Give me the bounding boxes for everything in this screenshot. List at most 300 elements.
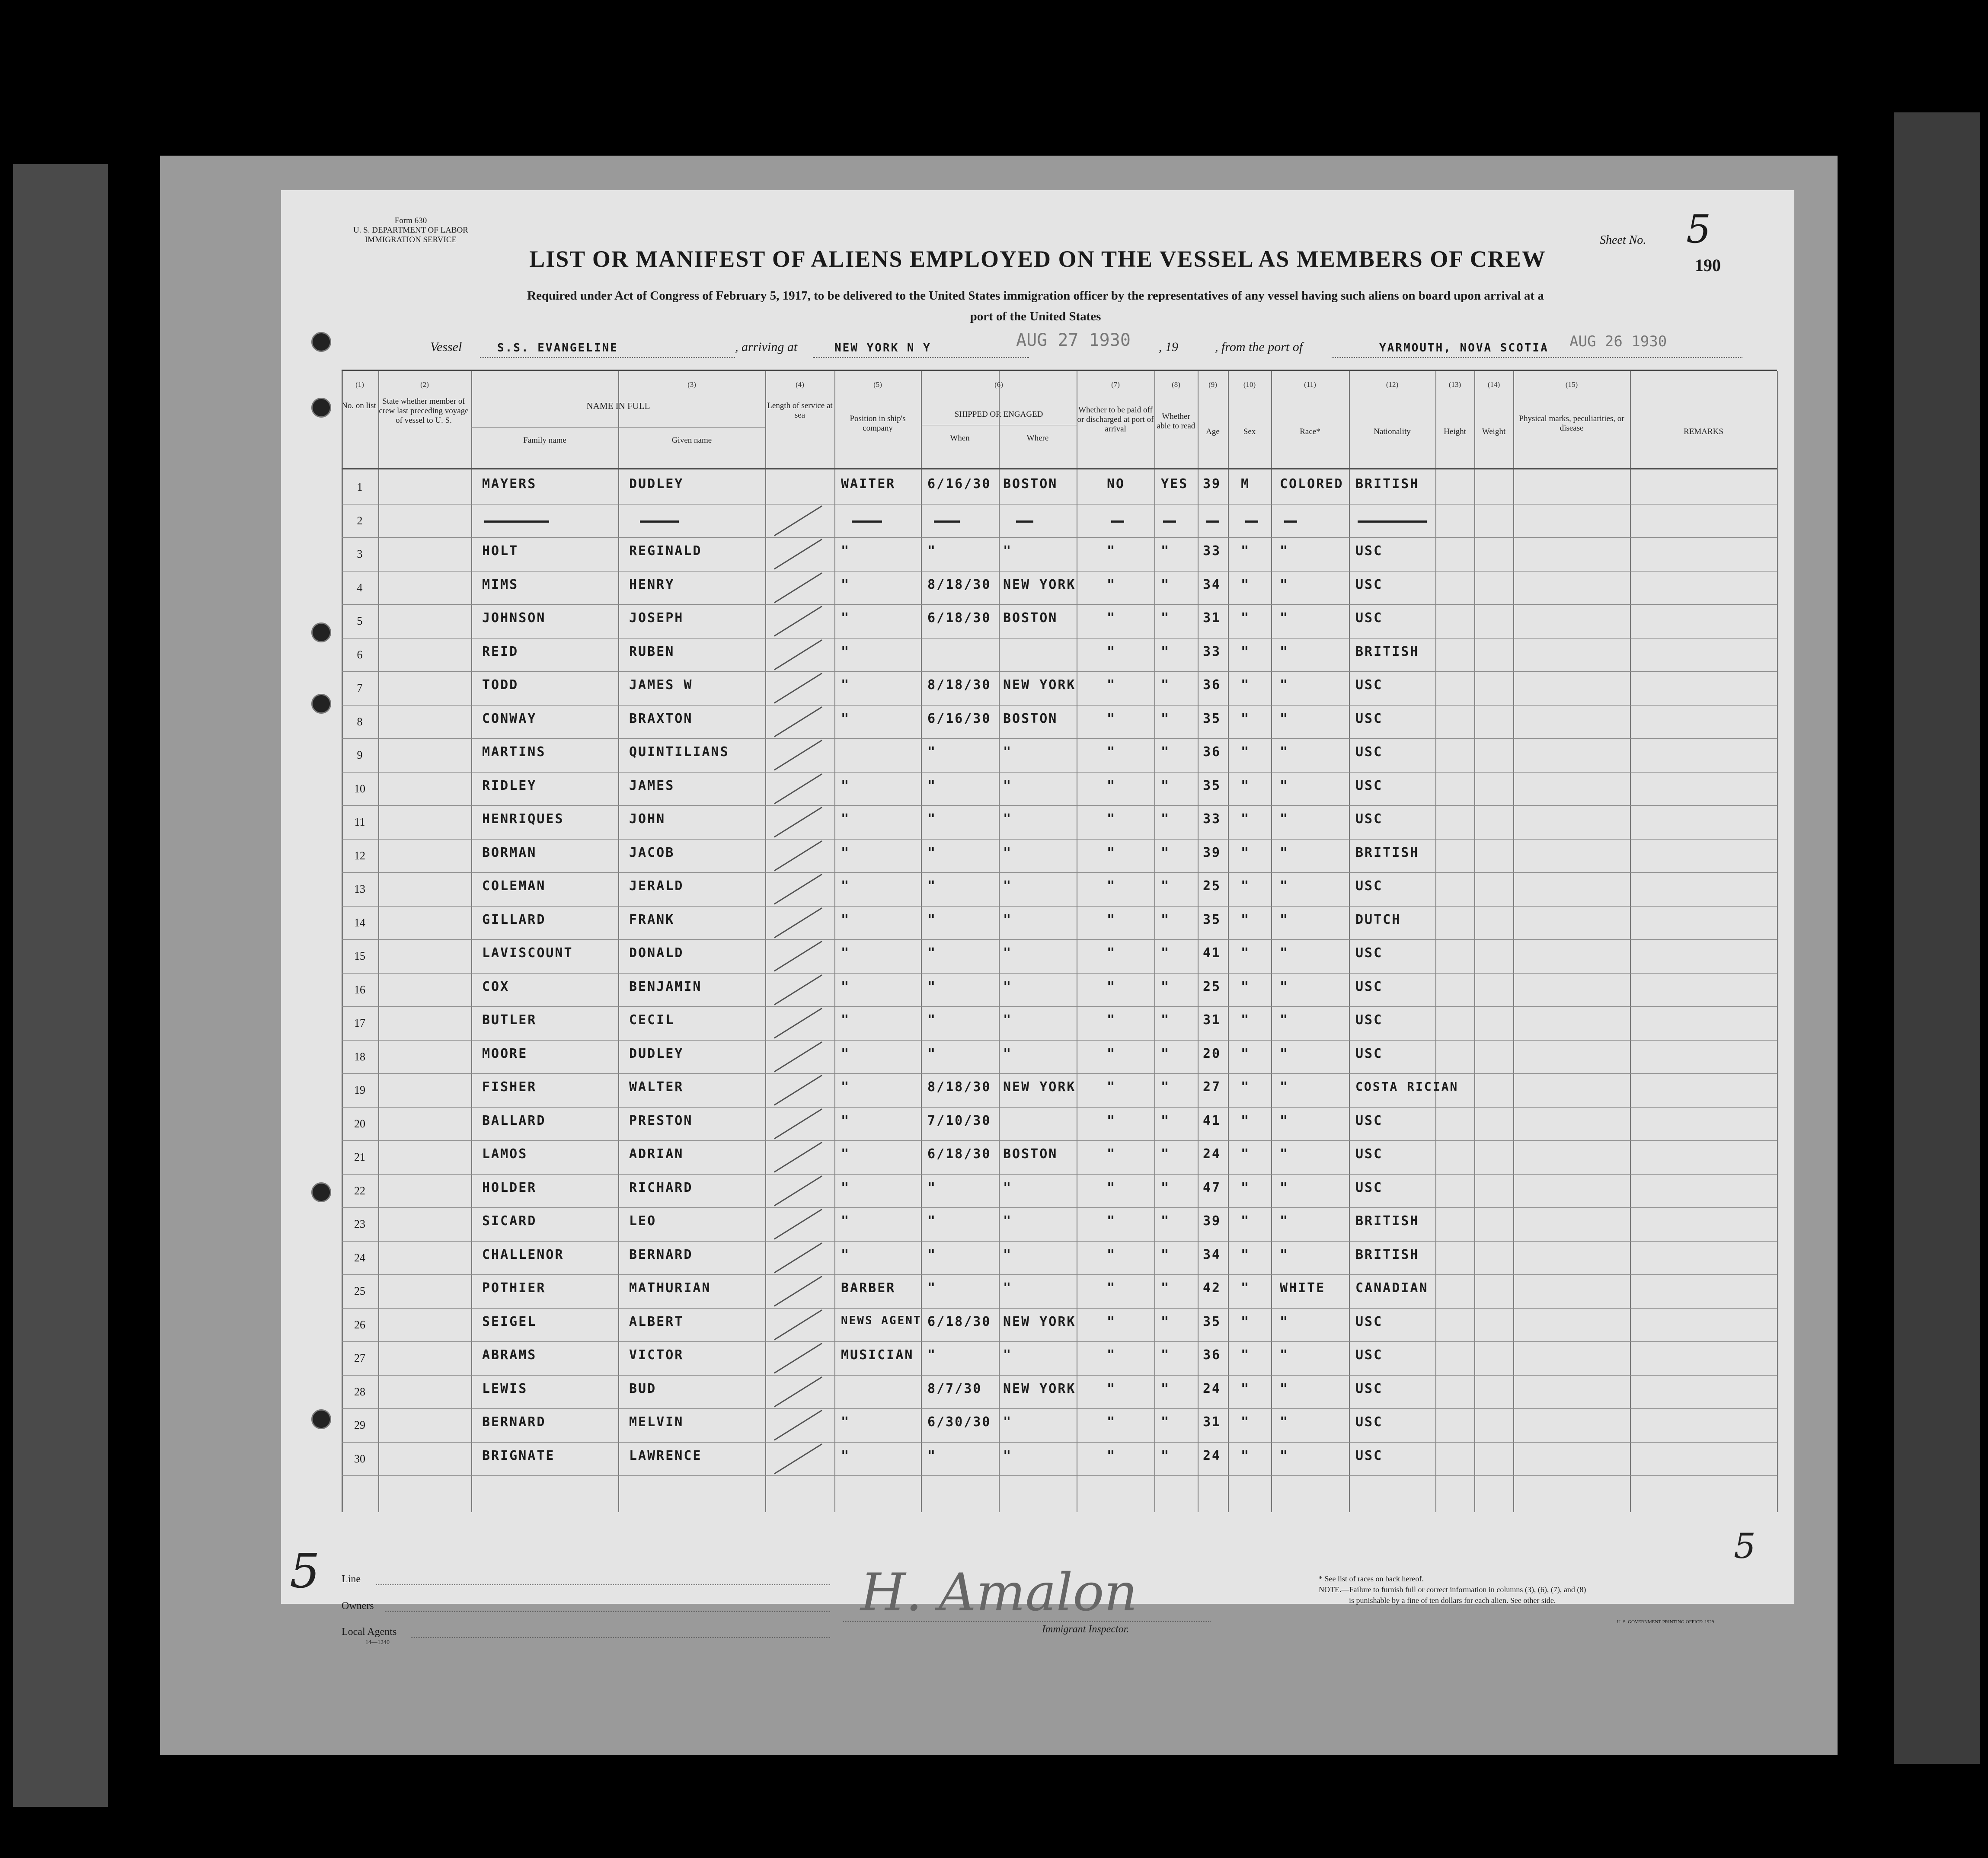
table-row-rule — [342, 973, 1777, 974]
service-tick-mark — [774, 974, 822, 1005]
cell-family: LEWIS — [482, 1381, 528, 1396]
table-row-rule — [342, 1341, 1777, 1342]
cell-sex: " — [1241, 945, 1250, 961]
cell-nationality: USC — [1355, 610, 1383, 626]
cell-when: " — [927, 543, 937, 559]
ditto-dash — [852, 520, 882, 523]
cell-nationality: BRITISH — [1355, 1213, 1419, 1229]
cell-race: COLORED — [1280, 476, 1344, 492]
cell-race: " — [1280, 543, 1289, 559]
cell-position: NEWS AGENT — [841, 1314, 922, 1327]
cell-paid: " — [1107, 677, 1116, 693]
cell-when: 8/18/30 — [927, 577, 991, 592]
cell-read: " — [1161, 1414, 1170, 1430]
cell-when: " — [927, 1213, 937, 1229]
cell-given: JAMES W — [629, 677, 693, 693]
cell-when: " — [927, 845, 937, 860]
table-row-rule — [342, 1207, 1777, 1208]
cell-sex: " — [1241, 577, 1250, 592]
subtitle-line-1: Required under Act of Congress of February 5, 1917, to be delivered to the United States immigration officer by the representatives of any vessel having such aliens on board upon arrival at a — [527, 289, 1544, 303]
service-tick-mark — [774, 807, 822, 837]
cell-where: NEW YORK — [1003, 1314, 1076, 1329]
table-row-rule — [342, 1375, 1777, 1376]
row-number: 7 — [357, 682, 363, 694]
cell-race: " — [1280, 1113, 1289, 1128]
service-tick-mark — [774, 874, 822, 904]
cell-when: 6/16/30 — [927, 476, 991, 492]
cell-sex: " — [1241, 1280, 1250, 1296]
service-tick-mark — [774, 773, 822, 804]
footer-line-label: Line — [342, 1574, 361, 1585]
cell-given: FRANK — [629, 912, 675, 927]
cell-when: 7/10/30 — [927, 1113, 991, 1128]
table-column-rule — [1435, 371, 1436, 1512]
row-number: 17 — [354, 1017, 365, 1029]
row-number: 26 — [354, 1318, 365, 1331]
cell-sex: " — [1241, 744, 1250, 760]
manifest-page — [281, 190, 1794, 1646]
cell-nationality: BRITISH — [1355, 644, 1419, 659]
row-number: 23 — [354, 1218, 365, 1230]
cell-given: RICHARD — [629, 1180, 693, 1195]
table-column-rule — [618, 371, 619, 1512]
cell-when: 6/18/30 — [927, 1314, 991, 1329]
cell-when: " — [927, 945, 937, 961]
cell-where: " — [1003, 1247, 1013, 1262]
cell-when: " — [927, 778, 937, 793]
vessel-label: Vessel — [430, 340, 462, 354]
service-tick-mark — [774, 1008, 822, 1038]
binder-hole-icon — [311, 1409, 331, 1429]
row-number: 9 — [357, 749, 363, 761]
cell-age: 47 — [1203, 1180, 1221, 1195]
row-number: 12 — [354, 849, 365, 862]
table-column-rule — [999, 371, 1000, 1512]
cell-when: " — [927, 878, 937, 894]
table-column-rule — [342, 371, 343, 1512]
row-number: 4 — [357, 581, 363, 594]
header-position: Position in ship's company — [850, 414, 906, 433]
cell-when: 6/30/30 — [927, 1414, 991, 1430]
table-row-rule — [342, 1475, 1777, 1476]
cell-race: WHITE — [1280, 1280, 1326, 1296]
cell-race: " — [1280, 744, 1289, 760]
header-service-length: Length of service at sea — [767, 401, 833, 420]
cell-sex: " — [1241, 1247, 1250, 1262]
header-nationality: Nationality — [1374, 427, 1411, 436]
cell-when: 8/7/30 — [927, 1381, 982, 1396]
cell-read: " — [1161, 878, 1170, 894]
cell-family: BRIGNATE — [482, 1448, 555, 1463]
cell-sex: " — [1241, 543, 1250, 559]
service-tick-mark — [774, 1443, 822, 1474]
cell-paid: " — [1107, 644, 1116, 659]
cell-paid: " — [1107, 1213, 1116, 1229]
cell-position: " — [841, 1012, 850, 1028]
arrival-port: NEW YORK N Y — [834, 342, 931, 354]
table-row-rule — [342, 772, 1777, 773]
cell-nationality: USC — [1355, 744, 1383, 760]
cell-read: " — [1161, 577, 1170, 592]
vessel-name: S.S. EVANGELINE — [497, 342, 618, 354]
header-physical-marks: Physical marks, peculiarities, or disease — [1519, 414, 1624, 433]
table-row-rule — [342, 671, 1777, 672]
cell-age: 24 — [1203, 1448, 1221, 1463]
cell-sex: " — [1241, 1414, 1250, 1430]
cell-paid: " — [1107, 1414, 1116, 1430]
cell-nationality: USC — [1355, 979, 1383, 994]
binder-hole-icon — [311, 694, 331, 714]
cell-given: BUD — [629, 1381, 657, 1396]
row-number: 8 — [357, 715, 363, 728]
cell-read: " — [1161, 744, 1170, 760]
cell-sex: " — [1241, 845, 1250, 860]
table-row-rule — [342, 604, 1777, 605]
arriving-label: , arriving at — [735, 340, 798, 354]
header-race: Race* — [1300, 427, 1320, 436]
cell-age: 33 — [1203, 644, 1221, 659]
table-column-rule — [765, 371, 766, 1512]
cell-position: " — [841, 577, 850, 592]
table-row-rule — [342, 738, 1777, 739]
header-previous-voyage: State whether member of crew last preceding voyage of vessel to U. S. — [379, 397, 469, 425]
cell-family: CONWAY — [482, 711, 537, 726]
cell-paid: " — [1107, 1113, 1116, 1128]
cell-read: " — [1161, 1180, 1170, 1195]
cell-where: " — [1003, 878, 1013, 894]
cell-where: " — [1003, 811, 1013, 827]
table-row-rule — [342, 1442, 1777, 1443]
cell-given: DUDLEY — [629, 476, 684, 492]
cell-age: 39 — [1203, 476, 1221, 492]
service-tick-mark — [774, 1276, 822, 1306]
cell-race: " — [1280, 1314, 1289, 1329]
cell-given: MELVIN — [629, 1414, 684, 1430]
cell-sex: " — [1241, 912, 1250, 927]
cell-when: 6/18/30 — [927, 1146, 991, 1162]
cell-family: LAMOS — [482, 1146, 528, 1162]
table-row-rule — [342, 906, 1777, 907]
column-number: (9) — [1208, 380, 1217, 389]
cell-race: " — [1280, 1180, 1289, 1195]
row-number: 5 — [357, 615, 363, 627]
cell-read: " — [1161, 1012, 1170, 1028]
table-row-rule — [342, 537, 1777, 538]
cell-paid: " — [1107, 1280, 1116, 1296]
cell-paid: " — [1107, 711, 1116, 726]
cell-race: " — [1280, 1079, 1289, 1095]
service-tick-mark — [774, 1175, 822, 1206]
cell-paid: " — [1107, 1012, 1116, 1028]
cell-where: " — [1003, 1448, 1013, 1463]
cell-age: 42 — [1203, 1280, 1221, 1296]
cell-given: REGINALD — [629, 543, 702, 559]
table-row-rule — [342, 1107, 1777, 1108]
penalty-note-2: is punishable by a fine of ten dollars for each alien. See other side. — [1349, 1596, 1556, 1605]
cell-read: " — [1161, 1113, 1170, 1128]
cell-nationality: USC — [1355, 1347, 1383, 1363]
cell-age: 27 — [1203, 1079, 1221, 1095]
cell-when: 6/18/30 — [927, 610, 991, 626]
cell-where: BOSTON — [1003, 610, 1058, 626]
cell-where: BOSTON — [1003, 476, 1058, 492]
cell-family: REID — [482, 644, 519, 659]
cell-paid: " — [1107, 778, 1116, 793]
cell-nationality: USC — [1355, 878, 1383, 894]
cell-position: BARBER — [841, 1280, 896, 1296]
table-column-rule — [1349, 371, 1350, 1512]
table-column-rule — [1474, 371, 1475, 1512]
column-number: (15) — [1565, 380, 1578, 389]
row-number: 16 — [354, 983, 365, 996]
cell-age: 34 — [1203, 1247, 1221, 1262]
binder-hole-icon — [311, 398, 331, 418]
header-name-in-full: NAME IN FULL — [586, 401, 650, 411]
cell-race: " — [1280, 711, 1289, 726]
department-name: U. S. DEPARTMENT OF LABOR — [353, 226, 468, 235]
cell-paid: " — [1107, 1314, 1116, 1329]
cell-family: BORMAN — [482, 845, 537, 860]
cell-given: WALTER — [629, 1079, 684, 1095]
service-tick-mark — [774, 706, 822, 737]
cell-position: " — [841, 1113, 850, 1128]
cell-age: 35 — [1203, 711, 1221, 726]
cell-read: " — [1161, 711, 1170, 726]
cell-read: YES — [1161, 476, 1189, 492]
cell-family: HOLT — [482, 543, 519, 559]
table-row-rule — [342, 1006, 1777, 1007]
cell-paid: " — [1107, 945, 1116, 961]
header-age: Age — [1206, 427, 1220, 436]
film-strip-right — [1894, 112, 1980, 1764]
row-number: 2 — [357, 514, 363, 527]
inspector-label: Immigrant Inspector. — [1042, 1624, 1129, 1635]
cell-when: " — [927, 1280, 937, 1296]
cell-race: " — [1280, 912, 1289, 927]
cell-sex: " — [1241, 1347, 1250, 1363]
cell-age: 36 — [1203, 1347, 1221, 1363]
footer-agents-form: 14—1240 — [365, 1639, 390, 1646]
cell-race: " — [1280, 610, 1289, 626]
cell-position: " — [841, 778, 850, 793]
cell-age: 36 — [1203, 677, 1221, 693]
film-strip-left — [13, 164, 108, 1807]
cell-race: " — [1280, 677, 1289, 693]
cell-age: 24 — [1203, 1146, 1221, 1162]
cell-paid: " — [1107, 1448, 1116, 1463]
row-number: 22 — [354, 1184, 365, 1197]
cell-when: " — [927, 1347, 937, 1363]
cell-read: " — [1161, 945, 1170, 961]
cell-where: " — [1003, 912, 1013, 927]
cell-given: BRAXTON — [629, 711, 693, 726]
service-tick-mark — [774, 1075, 822, 1105]
from-port-label: , from the port of — [1215, 340, 1303, 354]
header-paid-off: Whether to be paid off or discharged at port of arrival — [1077, 405, 1154, 434]
cell-position: " — [841, 845, 850, 860]
sheet-number: 5 — [1686, 207, 1711, 252]
cell-read: " — [1161, 1314, 1170, 1329]
cell-age: 33 — [1203, 543, 1221, 559]
cell-age: 31 — [1203, 610, 1221, 626]
cell-where: " — [1003, 1280, 1013, 1296]
cell-where: " — [1003, 1414, 1013, 1430]
cell-race: " — [1280, 945, 1289, 961]
ditto-dash — [934, 520, 960, 523]
cell-paid: " — [1107, 1079, 1116, 1095]
cell-race: " — [1280, 1247, 1289, 1262]
cell-read: " — [1161, 1247, 1170, 1262]
cell-race: " — [1280, 845, 1289, 860]
cell-age: 24 — [1203, 1381, 1221, 1396]
cell-given: ALBERT — [629, 1314, 684, 1329]
service-tick-mark — [774, 639, 822, 670]
service-tick-mark — [774, 1041, 822, 1072]
cell-race: " — [1280, 1012, 1289, 1028]
cell-age: 35 — [1203, 1314, 1221, 1329]
row-number: 28 — [354, 1385, 365, 1398]
cell-race: " — [1280, 1381, 1289, 1396]
cell-race: " — [1280, 878, 1289, 894]
cell-position: " — [841, 711, 850, 726]
page-number: 190 — [1695, 255, 1721, 275]
cell-nationality: USC — [1355, 778, 1383, 793]
form-number: Form 630 — [394, 216, 427, 225]
cell-nationality: USC — [1355, 1113, 1383, 1128]
cell-nationality: BRITISH — [1355, 476, 1419, 492]
cell-where: BOSTON — [1003, 711, 1058, 726]
cell-given: ADRIAN — [629, 1146, 684, 1162]
cell-where: NEW YORK — [1003, 1079, 1076, 1095]
cell-age: 31 — [1203, 1012, 1221, 1028]
cell-family: COX — [482, 979, 510, 994]
cell-position: " — [841, 1414, 850, 1430]
cell-read: " — [1161, 1448, 1170, 1463]
cell-when: " — [927, 1046, 937, 1061]
header-no-on-list: No. on list — [342, 401, 376, 410]
table-column-rule — [1154, 371, 1155, 1512]
row-number: 20 — [354, 1117, 365, 1130]
cell-position: " — [841, 1079, 850, 1095]
cell-race: " — [1280, 1448, 1289, 1463]
footer-owners-label: Owners — [342, 1600, 374, 1612]
cell-when: " — [927, 744, 937, 760]
cell-nationality: USC — [1355, 1012, 1383, 1028]
cell-where: " — [1003, 1180, 1013, 1195]
cell-where: " — [1003, 979, 1013, 994]
cell-when: 8/18/30 — [927, 1079, 991, 1095]
ditto-dash — [1206, 520, 1219, 523]
service-tick-mark — [774, 1376, 822, 1407]
row-number: 30 — [354, 1452, 365, 1465]
cell-race: " — [1280, 811, 1289, 827]
cell-paid: " — [1107, 1146, 1116, 1162]
ditto-dash — [1016, 520, 1033, 523]
cell-nationality: USC — [1355, 543, 1383, 559]
table-column-rule — [921, 371, 922, 1512]
cell-paid: " — [1107, 744, 1116, 760]
service-tick-mark — [774, 941, 822, 971]
footer-agents-label: Local Agents — [342, 1626, 397, 1638]
cell-where: " — [1003, 945, 1013, 961]
cell-nationality: USC — [1355, 1146, 1383, 1162]
cell-given: VICTOR — [629, 1347, 684, 1363]
cell-read: " — [1161, 1213, 1170, 1229]
cell-race: " — [1280, 1414, 1289, 1430]
cell-age: 25 — [1203, 979, 1221, 994]
cell-position: MUSICIAN — [841, 1347, 914, 1363]
service-tick-mark — [774, 1209, 822, 1239]
cell-where: NEW YORK — [1003, 577, 1076, 592]
cell-position: " — [841, 1046, 850, 1061]
ditto-dash — [1111, 520, 1124, 523]
cell-race: " — [1280, 1046, 1289, 1061]
cell-position: " — [841, 1247, 850, 1262]
cell-family: MARTINS — [482, 744, 546, 760]
ditto-dash — [1284, 520, 1297, 523]
cell-family: POTHIER — [482, 1280, 546, 1296]
cell-read: " — [1161, 811, 1170, 827]
legal-requirement — [337, 285, 1734, 327]
cell-paid: " — [1107, 912, 1116, 927]
cell-given: JOSEPH — [629, 610, 684, 626]
subtitle-line-2: port of the United States — [970, 310, 1101, 323]
cell-position: " — [841, 543, 850, 559]
table-row-rule — [342, 839, 1777, 840]
row-number: 6 — [357, 648, 363, 661]
service-tick-mark — [774, 1410, 822, 1440]
cell-read: " — [1161, 610, 1170, 626]
column-number: (10) — [1243, 380, 1256, 389]
cell-paid: " — [1107, 543, 1116, 559]
cell-when: " — [927, 912, 937, 927]
cell-age: 39 — [1203, 1213, 1221, 1229]
cell-sex: " — [1241, 1448, 1250, 1463]
cell-family: HOLDER — [482, 1180, 537, 1195]
ditto-dash — [1245, 520, 1258, 523]
cell-paid: " — [1107, 1247, 1116, 1262]
row-number: 25 — [354, 1285, 365, 1297]
cell-paid: " — [1107, 1347, 1116, 1363]
cell-family: MIMS — [482, 577, 519, 592]
header-remarks: REMARKS — [1684, 427, 1723, 436]
service-tick-mark — [774, 1242, 822, 1273]
service-tick-mark — [774, 1343, 822, 1373]
cell-position: " — [841, 644, 850, 659]
cell-age: 41 — [1203, 1113, 1221, 1128]
cell-paid: " — [1107, 577, 1116, 592]
table-row-rule — [342, 1274, 1777, 1275]
row-number: 18 — [354, 1050, 365, 1063]
table-column-rule — [1228, 371, 1229, 1512]
cell-sex: " — [1241, 878, 1250, 894]
row-number: 15 — [354, 950, 365, 962]
cell-read: " — [1161, 912, 1170, 927]
cell-where: BOSTON — [1003, 1146, 1058, 1162]
row-number: 27 — [354, 1352, 365, 1364]
cell-given: DONALD — [629, 945, 684, 961]
cell-position: " — [841, 979, 850, 994]
cell-where: " — [1003, 744, 1013, 760]
column-number: (14) — [1487, 380, 1500, 389]
cell-when: " — [927, 1180, 937, 1195]
cell-where: " — [1003, 1347, 1013, 1363]
cell-position: WAITER — [841, 476, 896, 492]
cell-where: " — [1003, 1012, 1013, 1028]
cell-age: 31 — [1203, 1414, 1221, 1430]
cell-read: " — [1161, 543, 1170, 559]
cell-race: " — [1280, 979, 1289, 994]
